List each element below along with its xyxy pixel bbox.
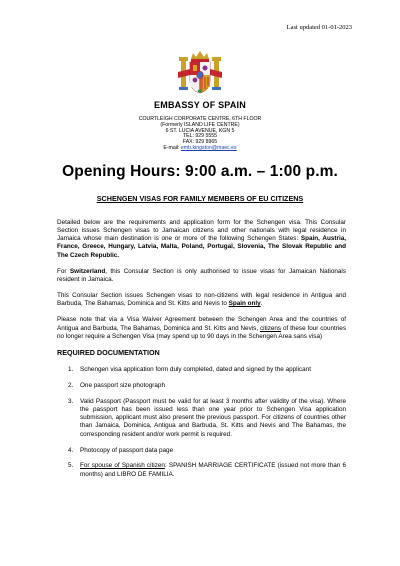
last-updated: Last updated 01-01-2023 xyxy=(286,24,352,31)
opening-hours: Opening Hours: 9:00 a.m. – 1:00 p.m. xyxy=(62,163,338,180)
noncitizens-post: . xyxy=(260,300,263,308)
waiver-paragraph xyxy=(57,316,346,340)
email-link[interactable]: emb.kingston@maec.es xyxy=(180,144,237,151)
switzerland-post: , this Consular Section is only authorised to issue visas for Jamaican Nationals resident in Jamaica. xyxy=(57,267,346,283)
address-line: 6 ST. LUCIA AVENUE, KGN 5 xyxy=(165,127,235,134)
address-line: FAX: 929 8965 xyxy=(182,139,218,146)
intro-text: Detailed below are the requirements and application form for the Schengen visa. This Consular Section issues Schengen visas to Jamaican citizens and other nationals with legal residence in Jamaica whose main destination is one or more of the following Schengen States: xyxy=(57,219,346,243)
requirement-number: 2. xyxy=(68,381,74,389)
requirement-text: Photocopy of passport data page xyxy=(80,446,174,454)
requirement-number: 1. xyxy=(68,366,74,374)
requirement-text: : SPANISH MARRIAGE CERTIFICATE (issued not more than 6 months) and LIBRO DE FAMILIA. xyxy=(80,462,346,478)
requirement-number: 5. xyxy=(68,462,74,470)
requirement-item xyxy=(57,398,346,439)
address-line: (Formerly ISLAND LIFE CENTRE) xyxy=(160,121,240,128)
address-line: COURTLEIGH CORPORATE CENTRE, 6TH FLOOR xyxy=(138,116,262,122)
waiver-pre: Please note that via a Visa Waiver Agreement between the Schengen Area and the countries of Antigua and Barbuda, The Bahamas, Dominica and St. Kitts and Nevis, xyxy=(57,316,346,332)
required-documentation-heading: REQUIRED DOCUMENTATION xyxy=(57,347,160,357)
noncitizens-paragraph xyxy=(57,292,346,308)
requirement-number: 3. xyxy=(68,397,74,405)
waiver-citizens: citizens xyxy=(259,324,282,332)
noncitizens-pre: This Consular Section issues Schengen visas to non-citizens with legal residence in Antigua and Barbuda, The Bahamas, Dominica and St. Kitts and Nevis to xyxy=(57,292,346,308)
requirement-item xyxy=(57,447,346,455)
requirement-text: One passport size photograph xyxy=(80,381,165,389)
requirement-spouse-label: For spouse of Spanish citizen xyxy=(80,462,165,470)
email-label: E-mail: xyxy=(163,144,180,151)
requirements-list xyxy=(57,366,346,479)
spain-only: Spain only xyxy=(228,300,261,308)
requirement-item xyxy=(57,462,346,478)
waiver-post: of these four countries no longer require a Schengen Visa (may spend up to 90 days in the Schengen Area sans visa) xyxy=(57,324,346,340)
requirement-text: Schengen visa application form duly completed, dated and signed by the applicant xyxy=(80,366,311,374)
document-body xyxy=(57,219,346,487)
section-title: SCHENGEN VISAS FOR FAMILY MEMBERS OF EU CITIZENS xyxy=(96,194,304,203)
switzerland-bold: Switzerland xyxy=(69,267,106,275)
intro-paragraph xyxy=(57,219,346,260)
address-line: TEL: 929 5555 xyxy=(182,133,218,140)
switzerland-paragraph xyxy=(57,268,346,284)
switzerland-pre: For xyxy=(57,267,70,275)
email-line xyxy=(0,146,400,152)
requirement-item xyxy=(57,366,346,374)
requirement-text: Valid Passport (Passport must be valid for at least 3 months after validity of the visa). Where the passport has been issued less than one year prior to Schengen Visa application submission, applicant must also present the previous passport. For citizens of countries other than Jamaica, Dominica, Antigua and Barbuda, St. Kitts and Nevis and The Bahamas, the corresponding resident and/or work permit is required. xyxy=(80,397,346,438)
schengen-states: Spain, Austria, France, Greece, Hungary, Latvia, Malta, Poland, Portugal, Slovenia, The Slovak Republic and The Czech Republic. xyxy=(57,235,346,259)
embassy-name: EMBASSY OF SPAIN xyxy=(154,100,246,110)
requirement-item xyxy=(57,382,346,390)
requirement-number: 4. xyxy=(68,446,74,454)
coat-of-arms-icon xyxy=(178,50,222,96)
embassy-address xyxy=(0,117,400,152)
